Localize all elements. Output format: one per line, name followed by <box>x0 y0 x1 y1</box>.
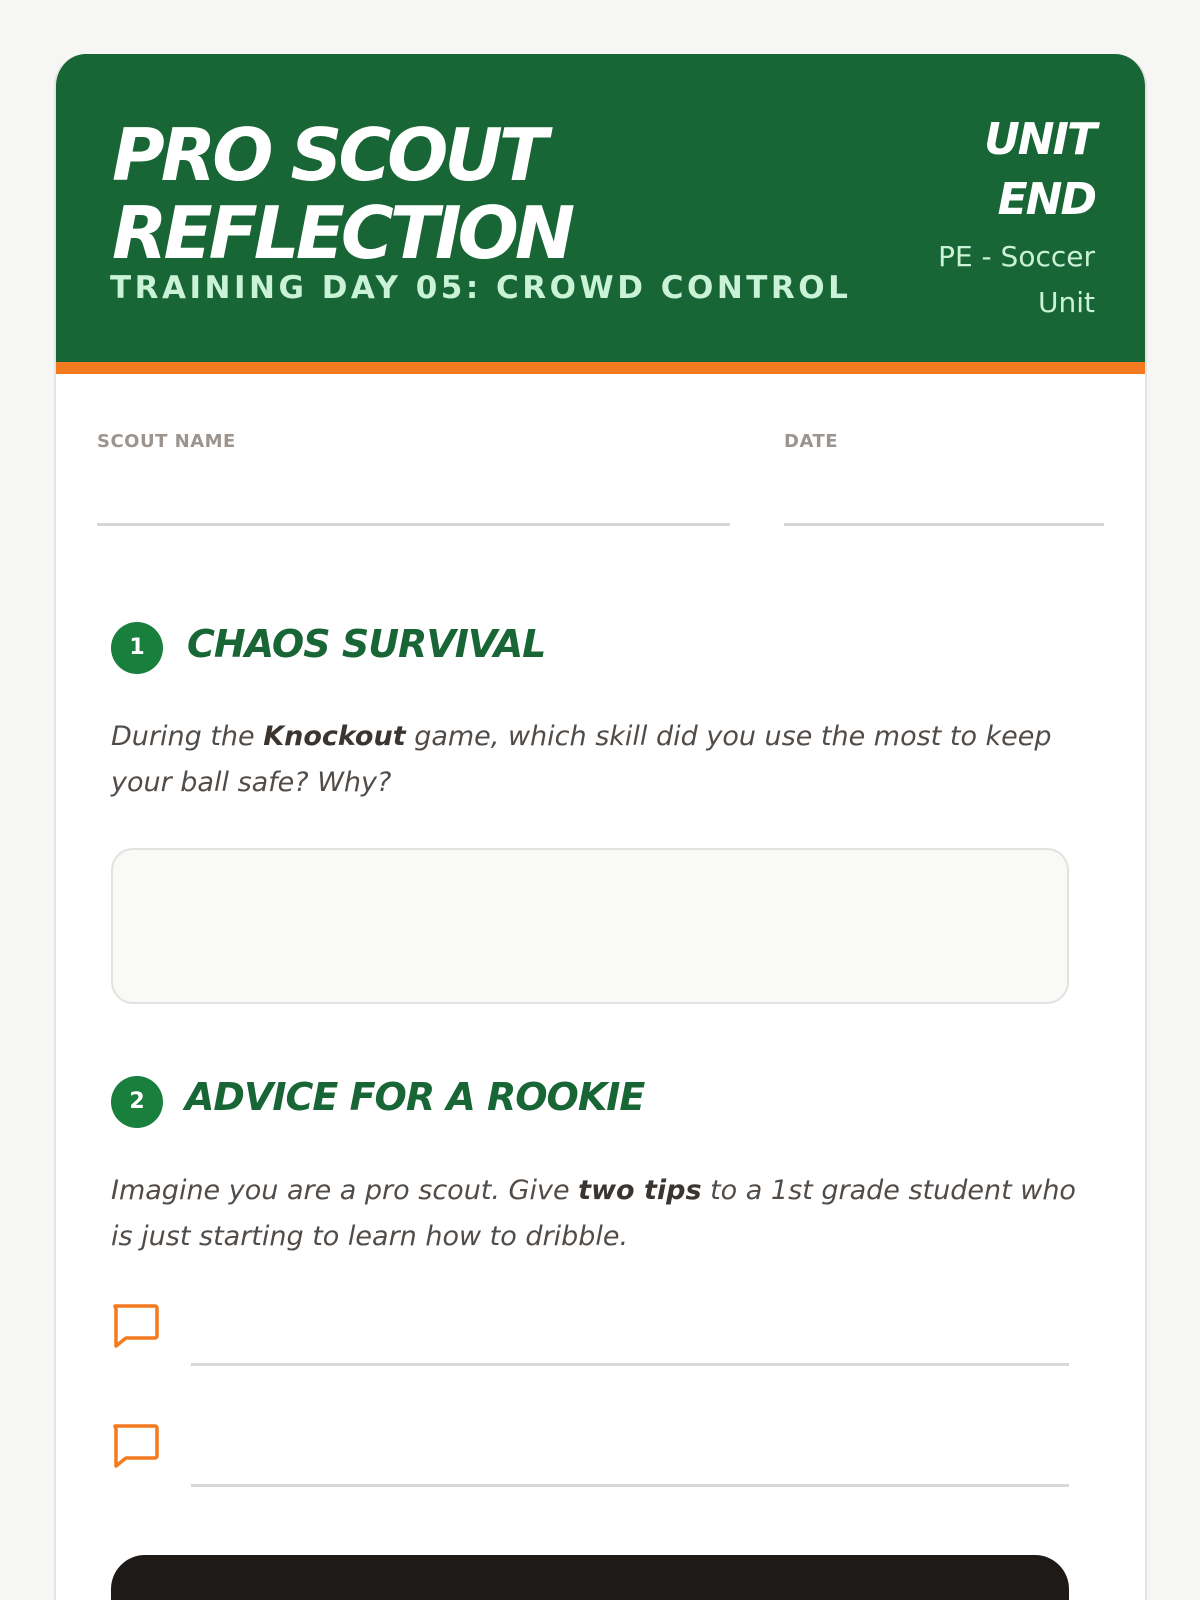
question-title: CHAOS SURVIVAL <box>187 622 546 666</box>
prompt-text: game, which skill did you use the most to keep your ball safe? Why? <box>111 721 1052 798</box>
prompt-text: Imagine you are a pro scout. Give <box>111 1175 579 1206</box>
prompt-text: to a 1st grade student who is just starting to learn how to dribble. <box>111 1175 1076 1252</box>
speech-bubble-icon <box>110 1420 162 1472</box>
footer-panel <box>111 1555 1069 1600</box>
course-label-line-1: PE - Soccer <box>938 240 1095 273</box>
prompt-emphasis: two tips <box>578 1175 702 1206</box>
question-prompt <box>111 1168 1091 1260</box>
unit-label-line-1: UNIT <box>984 114 1095 165</box>
date-label: DATE <box>784 431 839 452</box>
course-label <box>938 234 1095 326</box>
tip-answer-line[interactable] <box>191 1363 1069 1366</box>
speech-bubble-icon <box>110 1300 162 1352</box>
unit-label <box>938 110 1095 230</box>
worksheet-header <box>56 54 1145 374</box>
unit-info <box>938 110 1095 326</box>
answer-textbox[interactable] <box>111 848 1069 1004</box>
scout-name-label: SCOUT NAME <box>97 431 236 452</box>
course-label-line-2: Unit <box>1038 286 1095 319</box>
worksheet-card <box>54 54 1147 1600</box>
page-title <box>112 113 572 275</box>
tip-answer-line[interactable] <box>191 1484 1069 1487</box>
title-line-2: REFLECTION <box>112 191 572 275</box>
question-number-badge: 2 <box>111 1076 163 1128</box>
date-field[interactable] <box>784 523 1104 526</box>
question-prompt <box>111 714 1091 806</box>
prompt-text: During the <box>111 721 264 752</box>
unit-label-line-2: END <box>997 174 1095 225</box>
title-line-1: PRO SCOUT <box>112 113 544 197</box>
scout-name-field[interactable] <box>97 523 730 526</box>
question-number-badge: 1 <box>111 622 163 674</box>
page-subtitle: TRAINING DAY 05: CROWD CONTROL <box>110 270 852 306</box>
question-title: ADVICE FOR A ROOKIE <box>185 1075 645 1119</box>
prompt-emphasis: Knockout <box>263 721 406 752</box>
